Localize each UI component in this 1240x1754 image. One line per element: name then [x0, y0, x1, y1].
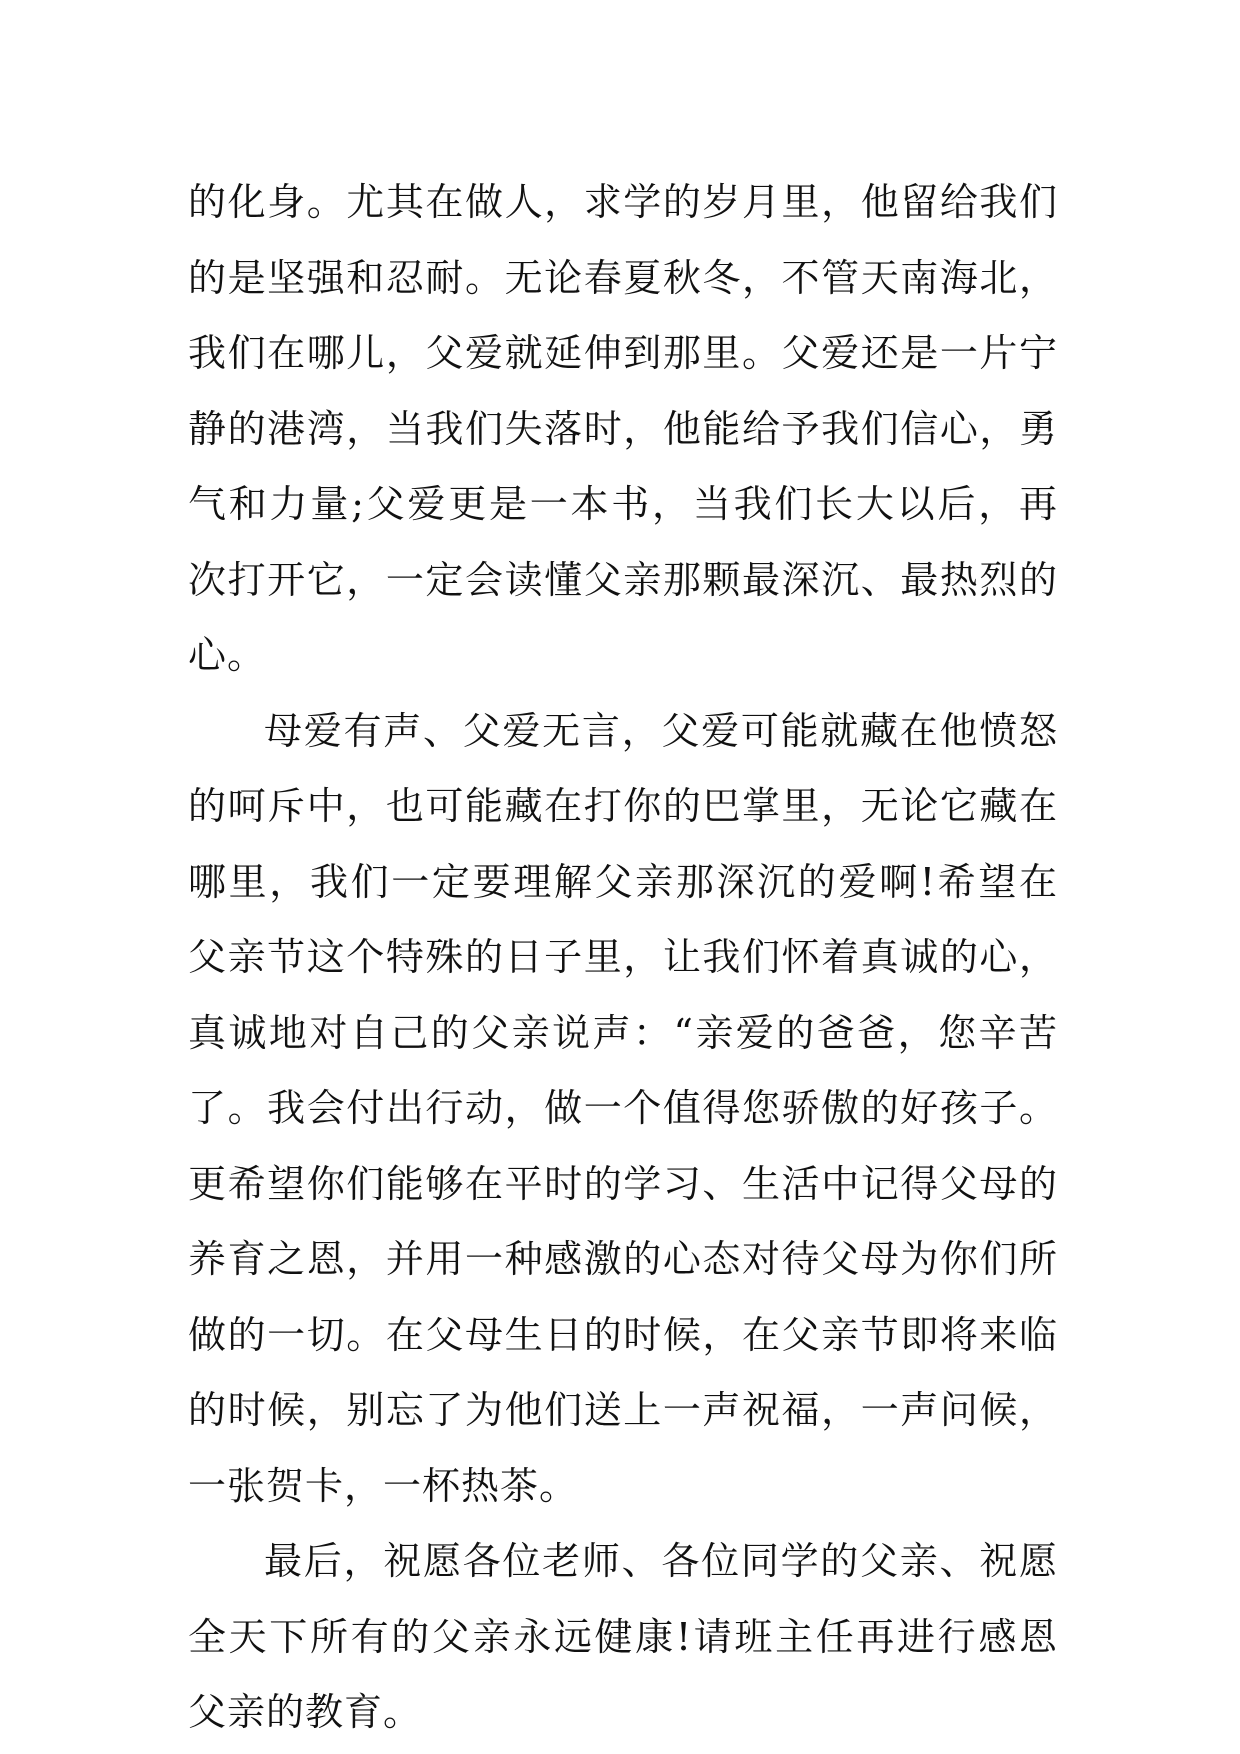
- paragraph-1: 的化身。尤其在做人，求学的岁月里，他留给我们的是坚强和忍耐。无论春夏秋冬，不管天南海北，我们在哪儿，父爱就延伸到那里。父爱还是一片宁静的港湾，当我们失落时，他能给予我们信心，勇气和力量;父爱更是一本书，当我们长大以后，再次打开它，一定会读懂父亲那颗最深沉、最热烈的心。: [188, 180, 1058, 677]
- paragraph-2: 母爱有声、父爱无言，父爱可能就藏在他愤怒的呵斥中，也可能藏在打你的巴掌里，无论它藏在哪里，我们一定要理解父亲那深沉的爱啊!希望在父亲节这个特殊的日子里，让我们怀着真诚的心，真诚地对自己的父亲说声：“亲爱的爸爸，您辛苦了。我会付出行动，做一个值得您骄傲的好孩子。更希望你们能够在平时的学习、生活中记得父母的养育之恩，并用一种感激的心态对待父母为你们所做的一切。在父母生日的时候，在父亲节即将来临的时候，别忘了为他们送上一声祝福，一声问候，一张贺卡，一杯热茶。: [188, 708, 1058, 1508]
- body-text: [188, 165, 1058, 1751]
- paragraph-3: 最后，祝愿各位老师、各位同学的父亲、祝愿全天下所有的父亲永远健康!请班主任再进行感恩父亲的教育。: [188, 1539, 1058, 1734]
